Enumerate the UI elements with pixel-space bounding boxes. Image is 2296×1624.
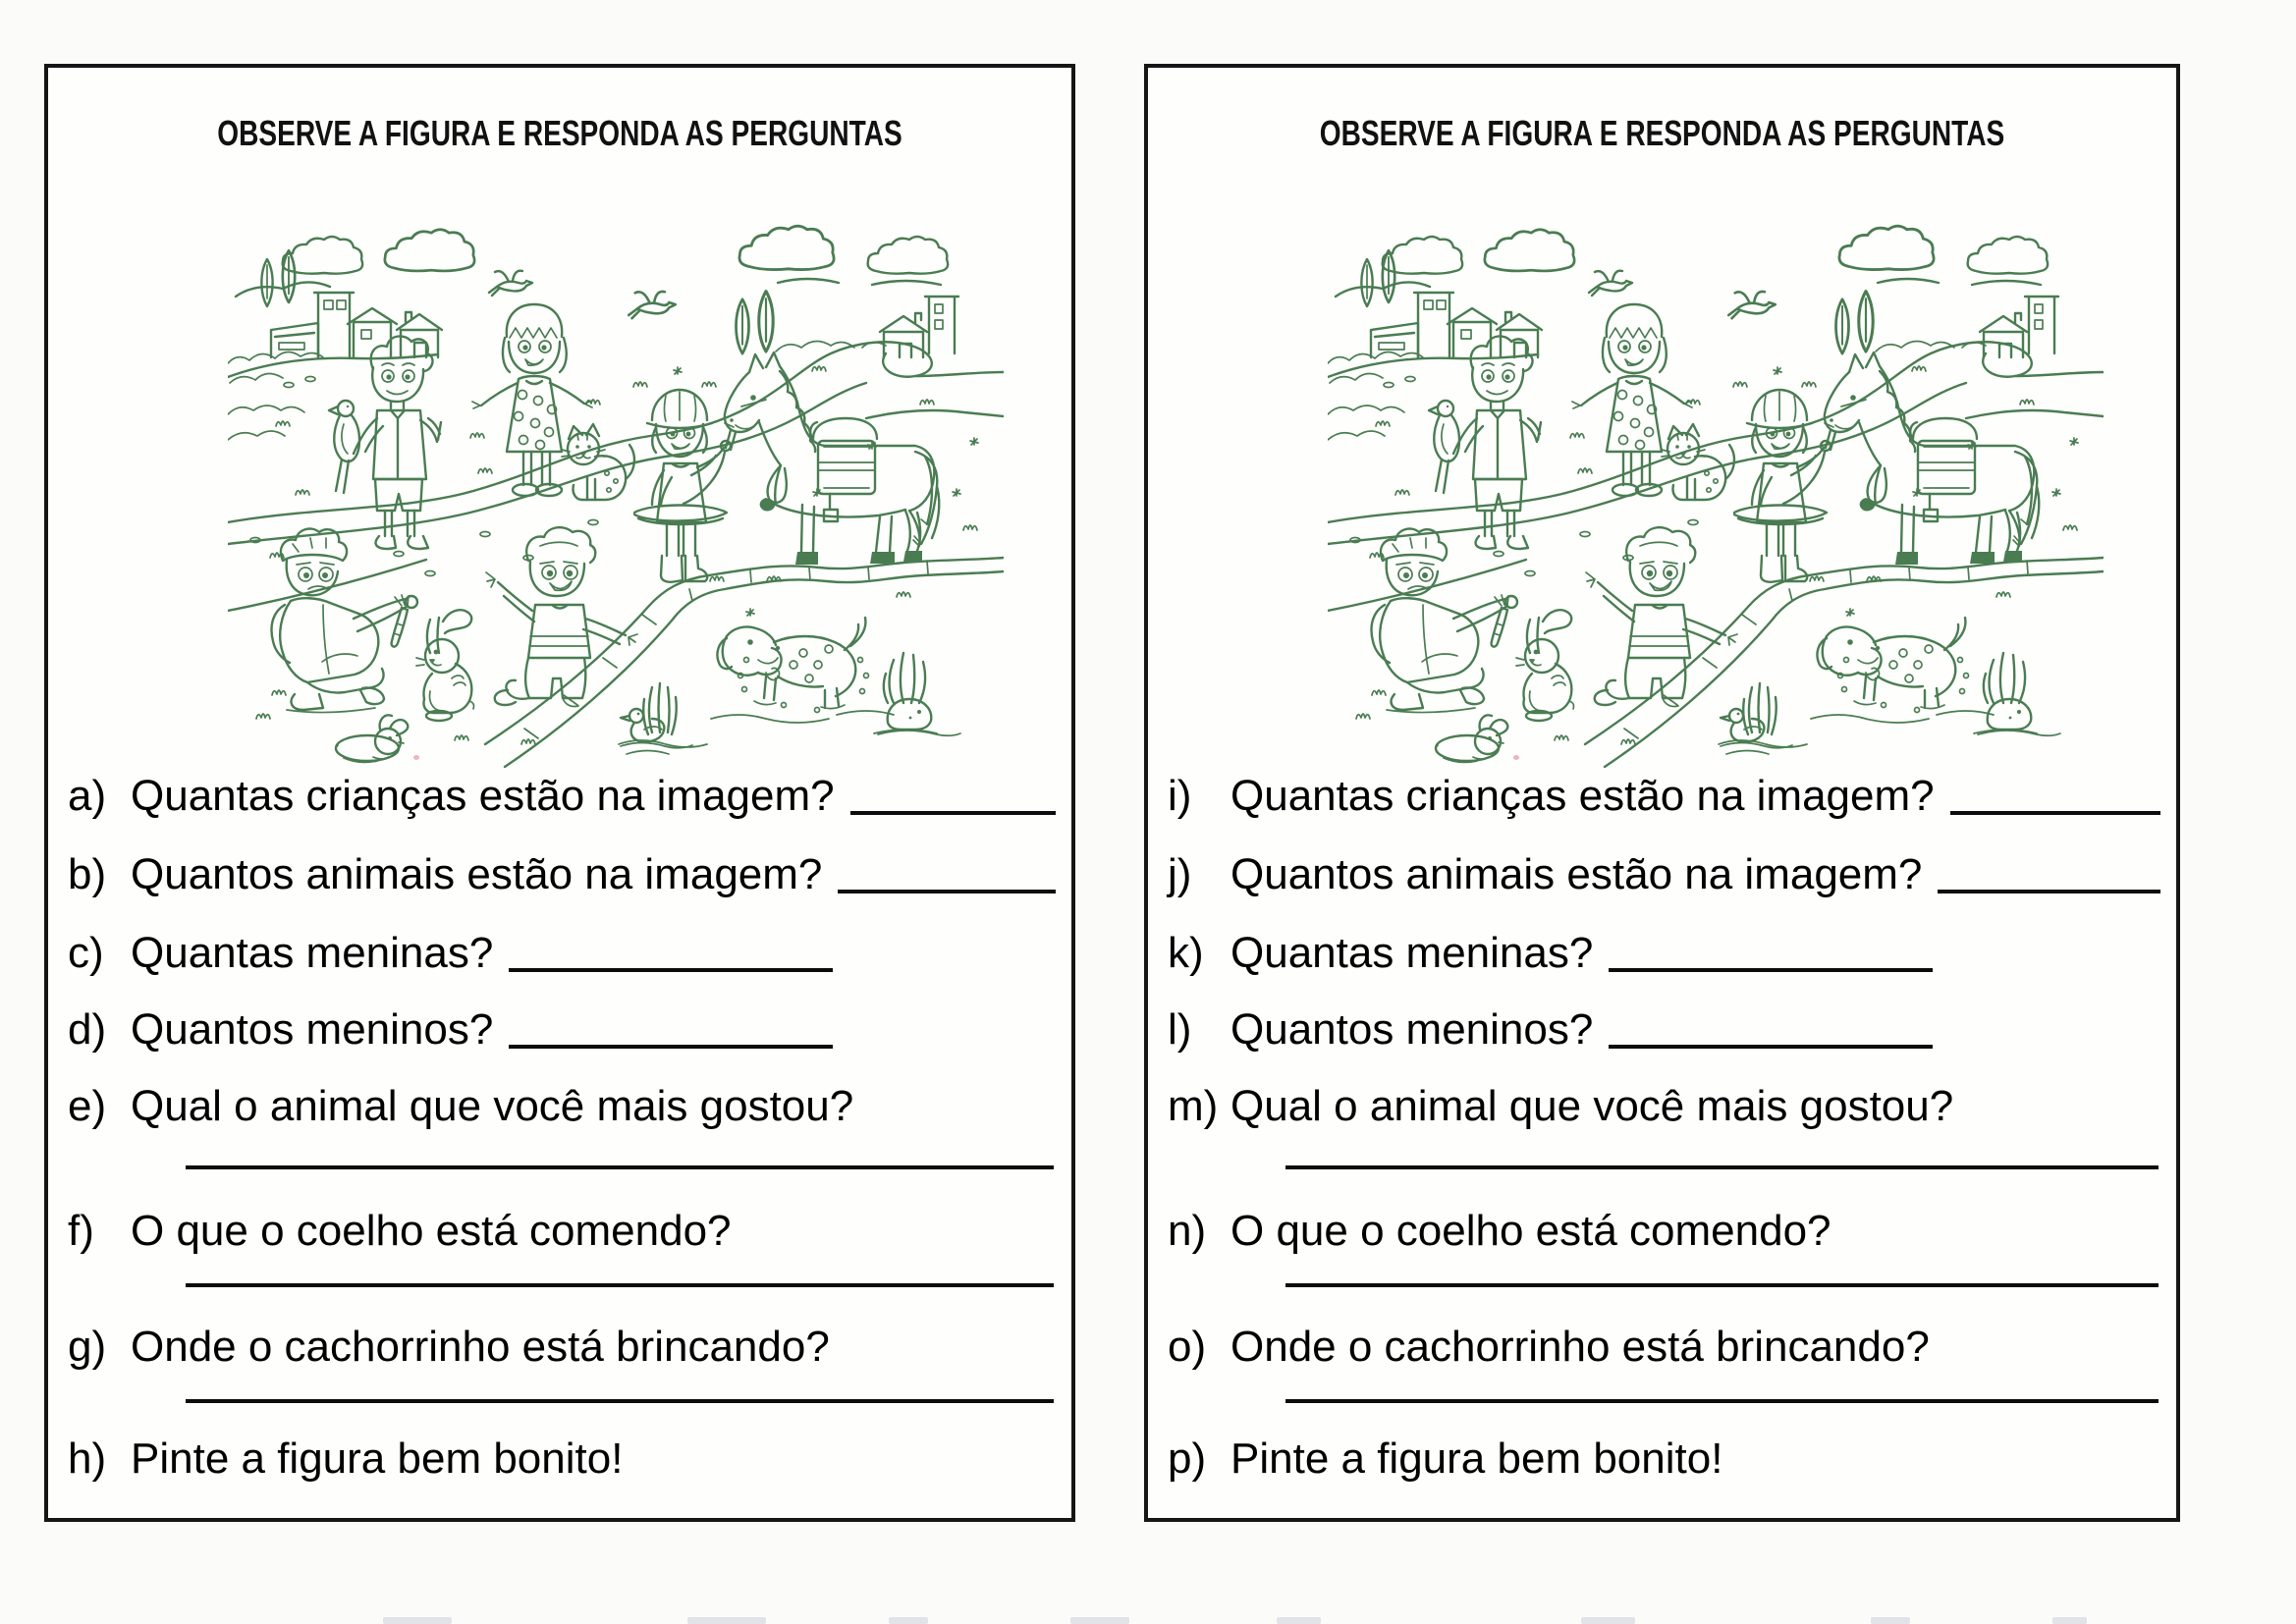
question-label: j) <box>1168 850 1192 898</box>
scan-artifact-dot <box>1513 755 1519 760</box>
question-label: h) <box>68 1435 107 1483</box>
answer-blank-line <box>1285 1399 2159 1403</box>
answer-blank-line <box>850 803 1056 815</box>
question-text: Quantos meninos? <box>1230 1005 1594 1054</box>
question-label: b) <box>68 850 107 898</box>
question-text: Quantos animais estão na imagem? <box>1230 850 1923 898</box>
question-row <box>1168 1003 2160 1055</box>
question-label: c) <box>68 929 104 977</box>
question-text: Qual o animal que você mais gostou? <box>131 1082 854 1130</box>
answer-blank-line <box>1938 882 2160 893</box>
question-label: a) <box>68 772 107 820</box>
question-row <box>1168 927 2160 978</box>
question-row <box>1168 1205 2160 1256</box>
scan-artifact-dot <box>413 755 419 760</box>
question-text: O que o coelho está comendo? <box>1230 1207 1831 1255</box>
question-text: Quantas crianças estão na imagem? <box>131 772 835 820</box>
question-row <box>68 770 1056 821</box>
question-text: O que o coelho está comendo? <box>131 1207 732 1255</box>
question-row <box>1168 1080 2160 1131</box>
question-row <box>68 1003 1056 1055</box>
question-row <box>1168 848 2160 899</box>
question-label: e) <box>68 1082 107 1130</box>
question-text: Quantas crianças estão na imagem? <box>1230 772 1935 820</box>
question-text: Quantas meninas? <box>1230 929 1594 977</box>
panel-title: OBSERVE A FIGURA E RESPONDA AS PERGUNTAS <box>217 113 902 153</box>
panel-title: OBSERVE A FIGURA E RESPONDA AS PERGUNTAS <box>1319 113 2005 153</box>
question-text: Quantos animais estão na imagem? <box>131 850 823 898</box>
question-text: Onde o cachorrinho está brincando? <box>131 1323 830 1371</box>
question-row <box>1168 1321 2160 1372</box>
answer-blank-line <box>509 960 833 972</box>
answer-blank-line <box>186 1283 1054 1287</box>
question-row <box>68 927 1056 978</box>
question-row <box>1168 1433 2160 1484</box>
question-label: f) <box>68 1207 94 1255</box>
question-label: p) <box>1168 1435 1207 1483</box>
question-label: g) <box>68 1323 107 1371</box>
question-label: l) <box>1168 1005 1192 1054</box>
answer-blank-line <box>509 1037 833 1049</box>
questions-list <box>1148 68 2176 1518</box>
answer-blank-line <box>838 882 1056 893</box>
question-text: Onde o cachorrinho está brincando? <box>1230 1323 1930 1371</box>
question-text: Quantas meninas? <box>131 929 494 977</box>
answer-blank-line <box>186 1399 1054 1403</box>
question-row <box>68 1205 1056 1256</box>
question-label: o) <box>1168 1323 1207 1371</box>
question-row <box>1168 770 2160 821</box>
question-text: Qual o animal que você mais gostou? <box>1230 1082 1954 1130</box>
question-label: i) <box>1168 772 1192 820</box>
question-row <box>68 848 1056 899</box>
questions-list <box>48 68 1071 1518</box>
question-text: Pinte a figura bem bonito! <box>131 1435 624 1483</box>
answer-blank-line <box>186 1165 1054 1169</box>
question-text: Pinte a figura bem bonito! <box>1230 1435 1723 1483</box>
question-row <box>68 1321 1056 1372</box>
worksheet-panel-right <box>1144 64 2180 1522</box>
question-row <box>68 1433 1056 1484</box>
answer-blank-line <box>1609 960 1933 972</box>
question-text: Quantos meninos? <box>131 1005 494 1054</box>
question-row <box>68 1080 1056 1131</box>
answer-blank-line <box>1609 1037 1933 1049</box>
worksheet-panel-left <box>44 64 1075 1522</box>
question-label: d) <box>68 1005 107 1054</box>
answer-blank-line <box>1950 803 2160 815</box>
answer-blank-line <box>1285 1283 2159 1287</box>
question-label: n) <box>1168 1207 1207 1255</box>
question-label: m) <box>1168 1082 1219 1130</box>
answer-blank-line <box>1285 1165 2159 1169</box>
question-label: k) <box>1168 929 1204 977</box>
